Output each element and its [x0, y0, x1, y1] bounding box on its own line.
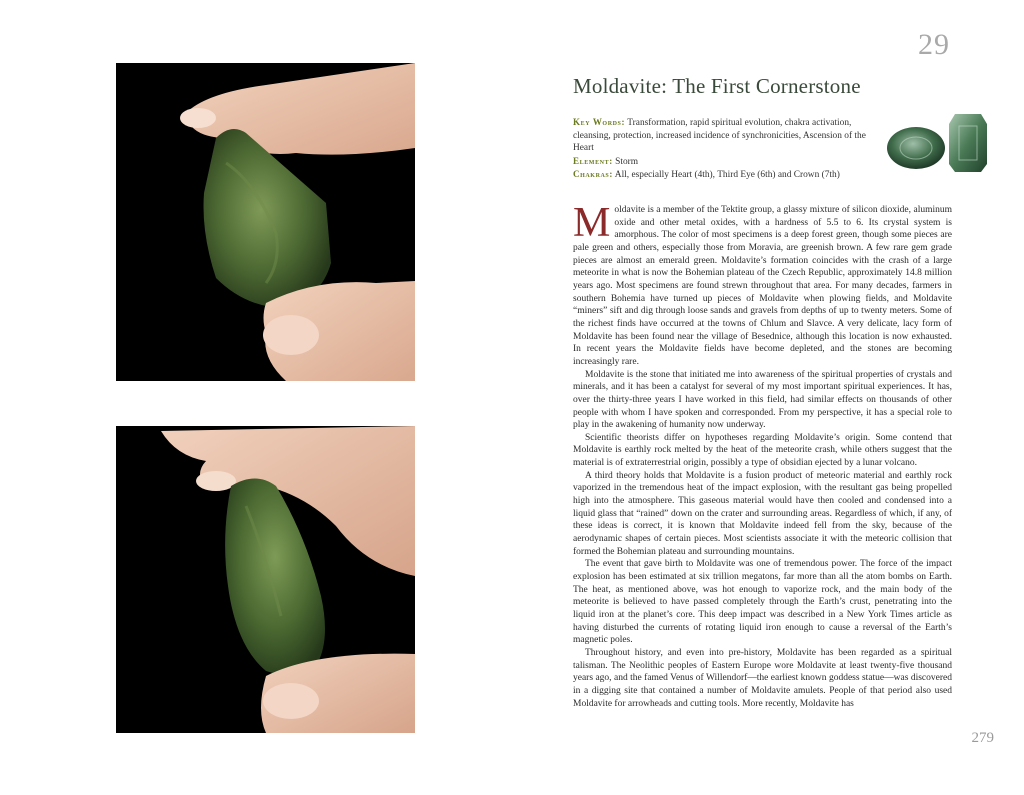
paragraph-5: The event that gave birth to Moldavite was one of tremendous power. The force of the impact explosion has been estimated at six trillion megatons, far more than all the atom bombs on Earth. The heat, as mentioned above, was hot enough to vaporize rock, and the main body of the meteorite is believed to have passed completely through the Earth’s crust, penetrating into the liquid iron at the planet’s core. This deep impact was described in a New York Times article as having disturbed the currents of rotating liquid iron enough to cause a reversal of the Earth’s magnetic poles.: [573, 559, 952, 646]
keywords-line: [573, 116, 873, 155]
paragraph-4: A third theory holds that Moldavite is a fusion product of meteoric material and earthly rock vaporized in the tremendous heat of the impact explosion, with the resultant gas being propelled high into the atmosphere. This gaseous material would have then cooled and condensed into a liquid glass that “rained” down on the crater and surrounding areas. Regardless of which, if any, of these ideas is correct, it is known that Moldavite indeed fell from the sky, because of the aerodynamic shapes of certain pieces. Most scientists associate it with the meteoric collision that formed the Bohemian plateau and surrounding mountains.: [573, 470, 952, 557]
keywords-value: Transformation, rapid spiritual evolution, chakra activation, cleansing, protection, increased incidence of synchronicities, Ascension of the Heart: [573, 118, 866, 154]
article-body: [573, 204, 952, 716]
chapter-number: 29: [918, 28, 950, 61]
paragraph-6: Throughout history, and even into pre-history, Moldavite has been regarded as a spiritual talisman. The Neolithic peoples of Eastern Europe wore Moldavite at least twenty-five thousand years ago, and the famed Venus of Willendorf—the earliest known goddess statue—was discovered in a digging site that contained a number of Moldavite amulets. People of that period also used Moldavite for arrowheads and cutting tools. More recently, Moldavite has: [573, 647, 952, 709]
element-label: Element:: [573, 155, 613, 166]
page-number: 279: [971, 730, 994, 746]
drop-cap: M: [573, 204, 611, 246]
faceted-gems-image: [883, 106, 993, 178]
element-value: Storm: [615, 156, 639, 167]
paragraph-1: [573, 204, 952, 369]
page-title: Moldavite: The First Cornerstone: [573, 74, 861, 98]
key-info-block: [573, 116, 873, 182]
chakras-value: All, especially Heart (4th), Third Eye (6th) and Crown (7th): [614, 170, 840, 181]
keywords-label: Key Words:: [573, 117, 626, 127]
moldavite-photo-bottom: [116, 426, 415, 733]
moldavite-photo-top: [116, 63, 415, 381]
paragraph-3: Scientific theorists differ on hypotheses regarding Moldavite’s origin. Some contend that Moldavite is earthly rock melted by the heat of the meteorite crash, while others suggest that the material is of extraterrestrial origin, possibly a type of obsidian ejected by a lunar volcano.: [573, 432, 952, 469]
paragraph-2: Moldavite is the stone that initiated me into awareness of the spiritual properties of crystals and minerals, and it has been a catalyst for several of my most important spiritual experiences. It has, over the thirty-three years I have worked in this field, had similar effects on thousands of other people with whom I have spoken and corresponded. From my perspective, it has a special role to play in the awakening of humanity now underway.: [573, 369, 952, 431]
chakras-label: Chakras:: [573, 169, 613, 180]
paragraph-1-text: oldavite is a member of the Tektite group, a glassy mixture of silicon dioxide, aluminum oxide and other metal oxides, with a hardness of 5.5 to 6. Its crystal system is amorphous. The color of most specimens is a deep forest green, though some pieces are pale green and others, especially those from Moravia, are greenish brown. A few rare gem grade pieces are almost an emerald green. Moldavite’s formation coincides with the crash of a large meteorite in what is now the Bohemian plateau of the Czech Republic, approximately 14.8 million years ago. Most specimens are found strewn throughout that area. For many decades, farmers in southern Bohemia have turned up pieces of Moldavite when plowing fields, and Moldavite “miners” sift and dig through loose sands and gravels from depths of up to twenty meters. Some of the richest finds have occurred at the towns of Chlum and Slavce. A very delicate, lacy form of Moldavite has been found near the village of Besednice, although this location is now exhausted. In recent years the Moldavite fields have become depleted, and the stones are becoming increasingly rare.: [573, 205, 952, 367]
chakras-line: [573, 168, 873, 182]
element-line: [573, 155, 873, 169]
